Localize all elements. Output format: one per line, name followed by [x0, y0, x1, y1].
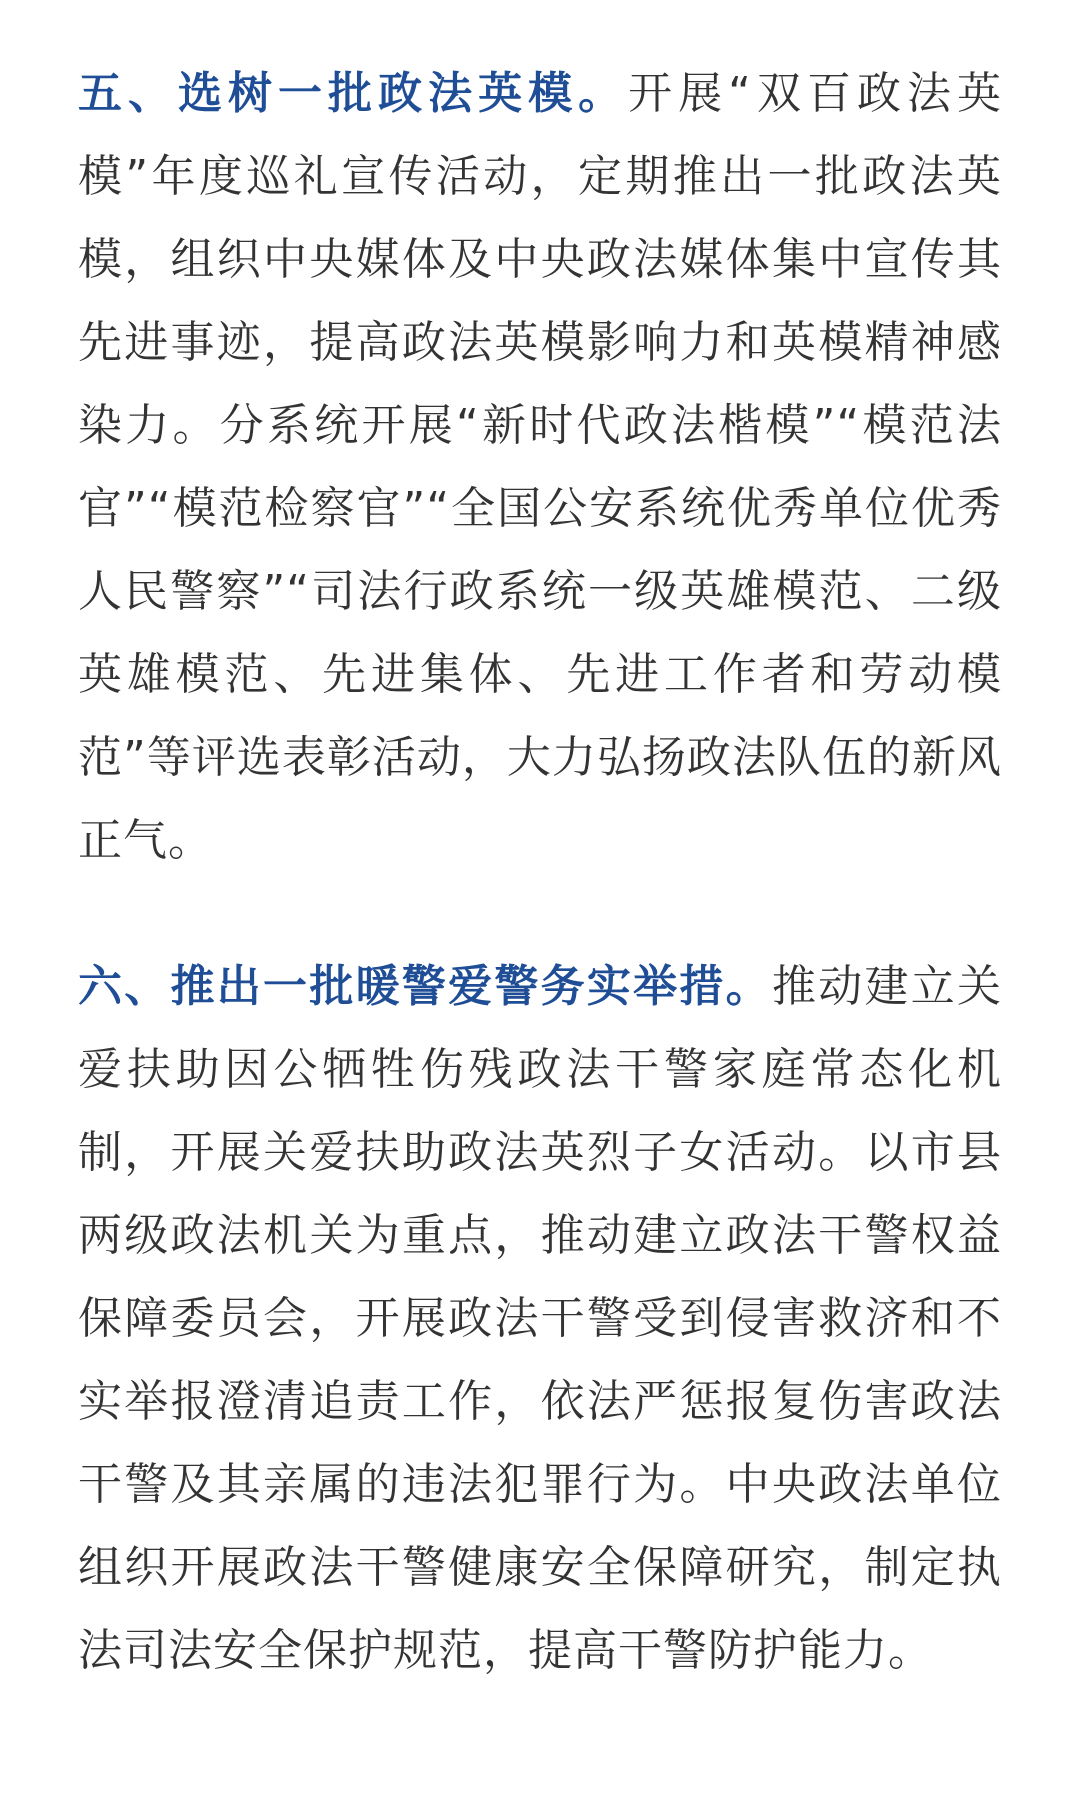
- section-body: 推动建立关爱扶助因公牺牲伤残政法干警家庭常态化机制，开展关爱扶助政法英烈子女活动。以市县两级政法机关为重点，推动建立政法干警权益保障委员会，开展政法干警受到侵害救济和不实举报澄清追责工作，依法严惩报复伤害政法干警及其亲属的违法犯罪行为。中央政法单位组织开展政法干警健康安全保障研究，制定执法司法安全保护规范，提高干警防护能力。: [78, 961, 1003, 1676]
- section-paragraph-6: [78, 945, 1002, 1692]
- section-body: 开展“双百政法英模”年度巡礼宣传活动，定期推出一批政法英模，组织中央媒体及中央政法媒体集中宣传其先进事迹，提高政法英模影响力和英模精神感染力。分系统开展“新时代政法楷模”“模范法官”“模范检察官”“全国公安系统优秀单位优秀人民警察”“司法行政系统一级英雄模范、二级英雄模范、先进集体、先进工作者和劳动模范”等评选表彰活动，大力弘扬政法队伍的新风正气。: [78, 68, 1002, 866]
- section-heading: 五、选树一批政法英模。: [78, 68, 629, 119]
- section-paragraph-5: [78, 52, 1002, 882]
- section-heading: 六、推出一批暖警爱警务实举措。: [78, 961, 772, 1012]
